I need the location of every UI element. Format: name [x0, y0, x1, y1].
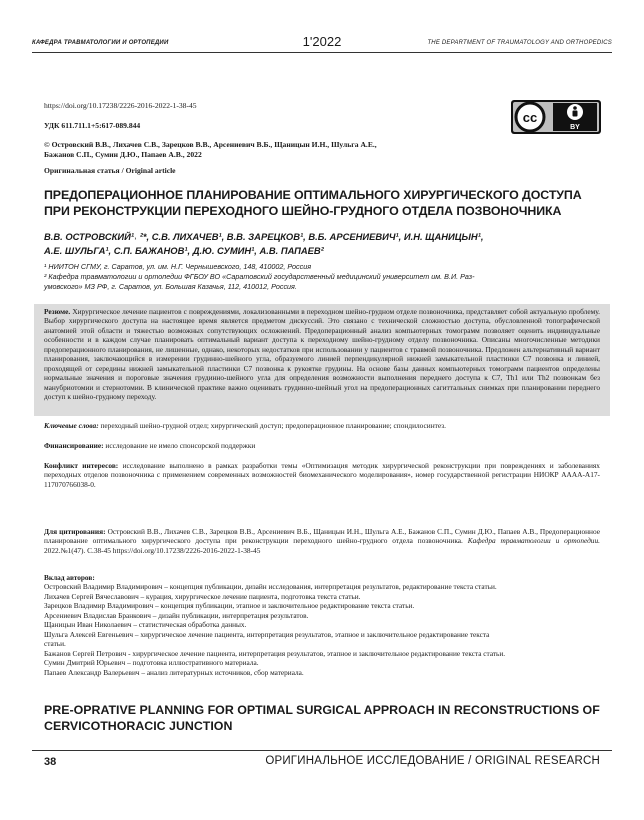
- article-title-en-line-1: PRE-OPRATIVE PLANNING FOR OPTIMAL SURGICAL APPROACH IN RECONSTRUCTIONS OF: [44, 703, 600, 717]
- citation: [44, 527, 600, 555]
- article-title-ru-line-2: ПРИ РЕКОНСТРУКЦИИ ПЕРЕХОДНОГО ШЕЙНО-ГРУДНОГО ОТДЕЛА ПОЗВОНОЧНИКА: [44, 204, 562, 218]
- abstract: [44, 307, 600, 402]
- funding-text: исследование не имело спонсорской поддержки: [103, 441, 256, 450]
- cc-icon: [516, 103, 544, 131]
- affiliation-2-line-2: умовского» МЗ РФ, г. Саратов, ул. Большая Казачья, 112, 410012, Россия.: [44, 281, 297, 291]
- cc-by-license-badge[interactable]: [511, 100, 601, 134]
- contribution-item: Лихачев Сергей Вячеславович – курация, хирургическое лечение пациента, подготовка текста статьи.: [44, 591, 361, 601]
- citation-text: Островский В.В., Лихачев С.В., Зарецков В.В., Арсениевич В.Б., Щаницын И.Н., Шульга А.Е., Бажанов С.П., Сумин Д.Ю., Папаев А.В., Предоперационное планирование оптимального хирургического доступа при реконструкции переходного шейно-грудного отдела позвоночника.: [44, 527, 601, 546]
- author-list-line-2: А.Е. ШУЛЬГА¹, С.П. БАЖАНОВ¹, Д.Ю. СУМИН¹, А.В. ПАПАЕВ²: [44, 245, 324, 256]
- footer-section-label: ОРИГИНАЛЬНОЕ ИССЛЕДОВАНИЕ / ORIGINAL RESEARCH: [265, 755, 600, 767]
- journal-header-left: КАФЕДРА ТРАВМАТОЛОГИИ И ОРТОПЕДИИ: [32, 40, 169, 46]
- article-title-ru-line-1: ПРЕДОПЕРАЦИОННОЕ ПЛАНИРОВАНИЕ ОПТИМАЛЬНОГО ХИРУРГИЧЕСКОГО ДОСТУПА: [44, 188, 582, 202]
- author-list: [44, 230, 604, 258]
- journal-header-right: THE DEPARTMENT OF TRAUMATOLOGY AND ORTHOPEDICS: [427, 40, 612, 46]
- contributions-label: Вклад авторов:: [44, 573, 95, 582]
- article-title-en-line-2: CERVICOTHORACIC JUNCTION: [44, 719, 233, 733]
- header-divider: [32, 52, 612, 53]
- keywords-label: Ключевые слова:: [44, 421, 99, 430]
- funding: [44, 441, 600, 450]
- contribution-item: Шульга Алексей Евгеньевич – хирургическое лечение пациента, интерпретация результатов, этапное и заключительное редактирование текста: [44, 629, 490, 639]
- svg-text:cc: cc: [522, 110, 538, 125]
- contribution-item: Щаницын Иван Николаевич – статистическая обработка данных.: [44, 620, 247, 630]
- copyright-line-1: © Островский В.В., Лихачев С.В., Зарецков В.В., Арсениевич В.Б., Щаницын И.Н., Шульга А.Е.,: [44, 140, 377, 149]
- funding-label: Финансирование:: [44, 441, 104, 450]
- affiliation-2-line-1: ² Кафедра травматологии и ортопедии ФГБОУ ВО «Саратовский государственный медицинский университет им. В.И. Раз-: [44, 272, 475, 281]
- author-contributions: [44, 573, 604, 677]
- contribution-item: Зарецков Владимир Владимирович – концепция публикации, этапное и заключительное редактирование текста статьи.: [44, 601, 415, 611]
- page-number: 38: [44, 756, 57, 768]
- author-list-line-1: В.В. ОСТРОВСКИЙ¹˒ ²*, С.В. ЛИХАЧЕВ¹, В.В. ЗАРЕЦКОВ¹, В.Б. АРСЕНИЕВИЧ¹, И.Н. ЩАНИЦЫН¹,: [44, 231, 484, 242]
- doi-link[interactable]: https://doi.org/10.17238/2226-2016-2022-1-38-45: [44, 101, 197, 110]
- issue-number: 1'2022: [302, 34, 342, 49]
- conflict-of-interest: [44, 461, 600, 489]
- contribution-item: Бажанов Сергей Петрович - хирургическое лечение пациента, интерпретация результатов, этапное и заключительное редактирование текста статьи.: [44, 648, 506, 658]
- citation-doi[interactable]: 2022.№1(47). С.38-45 https://doi.org/10.17238/2226-2016-2022-1-38-45: [44, 545, 261, 555]
- affiliation-1: ¹ НИИТОН СГМУ, г. Саратов, ул. им. Н.Г. Чернышевского, 148, 410002, Россия: [44, 262, 312, 271]
- contribution-item: статьи.: [44, 639, 66, 649]
- keywords-text: переходный шейно-грудной отдел; хирургический доступ; предоперационное планирование; спондилосинтез.: [98, 421, 446, 430]
- citation-journal: Кафедра травматологии и ортопедии.: [467, 536, 600, 546]
- by-label: BY: [570, 124, 580, 131]
- conflict-text: исследование выполнено в рамках разработки темы «Оптимизация методик хирургической реконструкции при повреждениях и заболеваниях переходных отделов позвоночника с применением современных возможностей биомеханического моделирования», номер государственной регистрации НИОКР АААА-А17-117070766038-0.: [44, 461, 600, 489]
- article-title-en: [44, 702, 604, 734]
- contribution-item: Сумин Дмитрий Юрьевич – подготовка иллюстративного материала.: [44, 658, 259, 668]
- keywords: [44, 421, 600, 430]
- article-title-ru: [44, 187, 604, 219]
- abstract-text: Хирургическое лечение пациентов с повреждениями, локализованными в переходном шейно-грудном отделе позвоночника, представляет собой актуальную проблему. Выбор хирургического доступа на настоящее время является предметом дискуссий. Это связано с технической сложностью доступа, обусловленной топографической анатомией этой области и тяжестью возможных сопутствующих осложнений. Предоперационный анализ компьютерных томограмм позволяет оценить индивидуальные особенности и в каждом случае планировать оптимальный вариант доступа к переходному шейно-грудному отделу позвоночника. Описаны многочисленные методики предоперационного планирования, не лишенные, однако, некоторых недостатков при использовании у пациентов с травмой позвоночника. Предложен альтернативный вариант планирования, заключающийся в измерении грудинно-шейного угла, образуемого линией перпендикулярной нижней замыкательной пластинки С7 позвонка и линией, проходящей от середины нижней замыкательной пластинки С7 позвонка к рукоятке грудины. На основе базы данных компьютерных томограмм пациентов определены нормальные значения и пороговые значения грудинно-шейного угла для определения возможности выполнения переднего доступа к С7, Th1 или Th2 позвонкам без манубриотомии и стернотомии. В клинической практике важно оценивать грудинно-шейный угол на предоперационных сагиттальных снимках при планировании переднего доступ к шейно-грудному переходу.: [44, 307, 600, 402]
- contribution-item: Арсениевич Владислав Бранкович – дизайн публикации, интерпретация результатов.: [44, 610, 309, 620]
- abstract-label: Резюме.: [44, 307, 71, 316]
- article-type: Оригинальная статья / Original article: [44, 166, 176, 175]
- contribution-item: Папаев Александр Валерьевич – анализ литературных источников, сбор материала.: [44, 667, 304, 677]
- contribution-item: Островский Владимир Владимирович – концепция публикации, дизайн исследования, интерпретация результатов, редактирование текста статьи.: [44, 582, 497, 592]
- udk-code: УДК 611.711.1+5:617-089.844: [44, 121, 141, 130]
- conflict-label: Конфликт интересов:: [44, 461, 119, 470]
- footer-divider: [32, 750, 612, 751]
- copyright-line-2: Бажанов С.П., Сумин Д.Ю., Папаев А.В., 2022: [44, 150, 202, 159]
- citation-label: Для цитирования:: [44, 527, 106, 536]
- by-icon: [553, 103, 597, 131]
